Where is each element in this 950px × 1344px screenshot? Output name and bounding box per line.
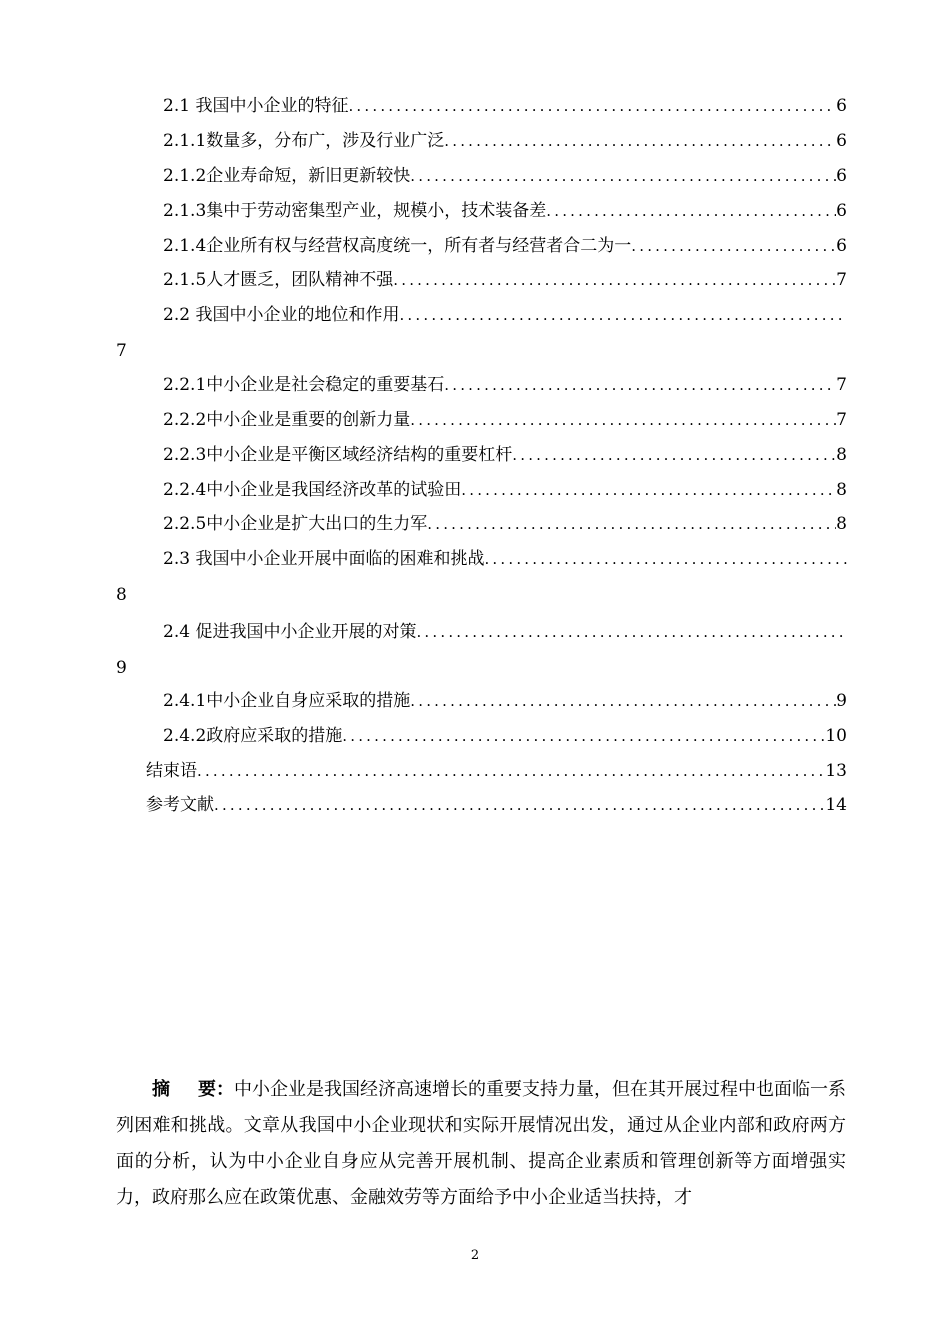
toc-entry-title: 2.2.4中小企业是我国经济改革的试验田: [163, 480, 462, 500]
toc-leader-dots: [484, 547, 847, 571]
toc-leader-dots: [393, 268, 836, 292]
toc-entry-title: 2.3 我国中小企业开展中面临的困难和挑战: [163, 549, 485, 569]
toc-entry-references[interactable]: [146, 793, 847, 817]
abstract-label: [116, 1079, 234, 1100]
toc-leader-dots: [410, 689, 836, 713]
toc-entry-page: 8: [836, 514, 847, 534]
toc-entry-page: 13: [825, 761, 847, 781]
toc-entry-title: 2.1.1数量多，分布广，涉及行业广泛: [163, 131, 445, 151]
toc-entry-2-1[interactable]: [163, 94, 847, 118]
toc-leader-dots: [348, 94, 836, 118]
toc-leader-dots: [342, 724, 825, 748]
toc-entry-title: 2.1.3集中于劳动密集型产业，规模小，技术装备差: [163, 201, 547, 221]
toc-entry-page: 14: [825, 795, 847, 815]
toc-leader-dots: [410, 408, 836, 432]
toc-entry-title: 2.2.1中小企业是社会稳定的重要基石: [163, 375, 445, 395]
toc-entry-title: 参考文献: [146, 795, 214, 815]
toc-entry-title: 2.2 我国中小企业的地位和作用: [163, 305, 400, 325]
toc-entry-title: 2.4.1中小企业自身应采取的措施: [163, 691, 411, 711]
toc-entry-title: 2.4 促进我国中小企业开展的对策: [163, 622, 417, 642]
toc-leader-dots: [444, 129, 836, 153]
toc-entry-page: 6: [836, 236, 847, 256]
toc-entry-title: 2.1.5人才匮乏，团队精神不强: [163, 270, 394, 290]
toc-leader-dots: [427, 512, 836, 536]
toc-entry-wrapped-page: 9: [116, 658, 127, 678]
toc-entry-page: 10: [825, 726, 847, 746]
toc-entry-page: 9: [836, 691, 847, 711]
toc-leader-dots: [631, 234, 836, 258]
toc-entry-page: 7: [836, 410, 847, 430]
toc-entry-title: 2.2.5中小企业是扩大出口的生力军: [163, 514, 428, 534]
abstract-label-char1: 摘: [152, 1079, 170, 1100]
toc-entry-page: 8: [836, 480, 847, 500]
toc-entry-title: 2.1.4企业所有权与经营权高度统一，所有者与经营者合二为一: [163, 236, 632, 256]
toc-entry-page: 7: [836, 375, 847, 395]
toc-entry-2-2-4[interactable]: [163, 478, 847, 502]
abstract-label-char2: 要：: [198, 1079, 234, 1100]
toc-entry-conclusion[interactable]: [146, 759, 847, 783]
toc-entry-2-1-3[interactable]: [163, 199, 847, 223]
toc-entry-2-4-1[interactable]: [163, 689, 847, 713]
toc-entry-page: 6: [836, 166, 847, 186]
toc-entry-2-1-2[interactable]: [163, 164, 847, 188]
toc-entry-2-3[interactable]: [163, 547, 847, 571]
toc-entry-2-2[interactable]: [163, 303, 847, 327]
page-number: 2: [470, 1248, 480, 1263]
toc-entry-page: 6: [836, 96, 847, 116]
toc-leader-dots: [444, 373, 836, 397]
toc-entry-2-1-1[interactable]: [163, 129, 847, 153]
toc-entry-2-2-1[interactable]: [163, 373, 847, 397]
toc-entry-title: 结束语: [146, 761, 197, 781]
toc-entry-2-4-2[interactable]: [163, 724, 847, 748]
abstract-text: 中小企业是我国经济高速增长的重要支持力量，但在其开展过程中也面临一系列困难和挑战。文章从我国中小企业现状和实际开展情况出发，通过从企业内部和政府两方面的分析，认为中小企业自身应从完善开展机制、提高企业素质和管理创新等方面增强实力，政府那么应在政策优惠、金融效劳等方面给予中小企业适当扶持，才: [116, 1079, 846, 1208]
toc-entry-2-2-2[interactable]: [163, 408, 847, 432]
toc-entry-page: 8: [836, 445, 847, 465]
toc-leader-dots: [214, 793, 825, 817]
toc-entry-2-4[interactable]: [163, 620, 847, 644]
toc-entry-title: 2.2.3中小企业是平衡区域经济结构的重要杠杆: [163, 445, 513, 465]
toc-entry-wrapped-page: 7: [116, 341, 127, 361]
toc-entry-title: 2.2.2中小企业是重要的创新力量: [163, 410, 411, 430]
toc-leader-dots: [410, 164, 836, 188]
toc-leader-dots: [197, 759, 825, 783]
toc-entry-2-1-4[interactable]: [163, 234, 847, 258]
abstract-paragraph: [116, 1072, 846, 1216]
toc-entry-title: 2.1.2企业寿命短，新旧更新较快: [163, 166, 411, 186]
toc-entry-2-2-5[interactable]: [163, 512, 847, 536]
toc-entry-title: 2.4.2政府应采取的措施: [163, 726, 343, 746]
toc-entry-2-2-3[interactable]: [163, 443, 847, 467]
toc-leader-dots: [399, 303, 847, 327]
toc-leader-dots: [416, 620, 847, 644]
toc-entry-page: 6: [836, 201, 847, 221]
toc-entry-page: 7: [836, 270, 847, 290]
toc-entry-page: 6: [836, 131, 847, 151]
toc-leader-dots: [546, 199, 836, 223]
toc-leader-dots: [461, 478, 836, 502]
toc-entry-2-1-5[interactable]: [163, 268, 847, 292]
toc-leader-dots: [512, 443, 836, 467]
toc-entry-title: 2.1 我国中小企业的特征: [163, 96, 349, 116]
toc-entry-wrapped-page: 8: [116, 585, 127, 605]
